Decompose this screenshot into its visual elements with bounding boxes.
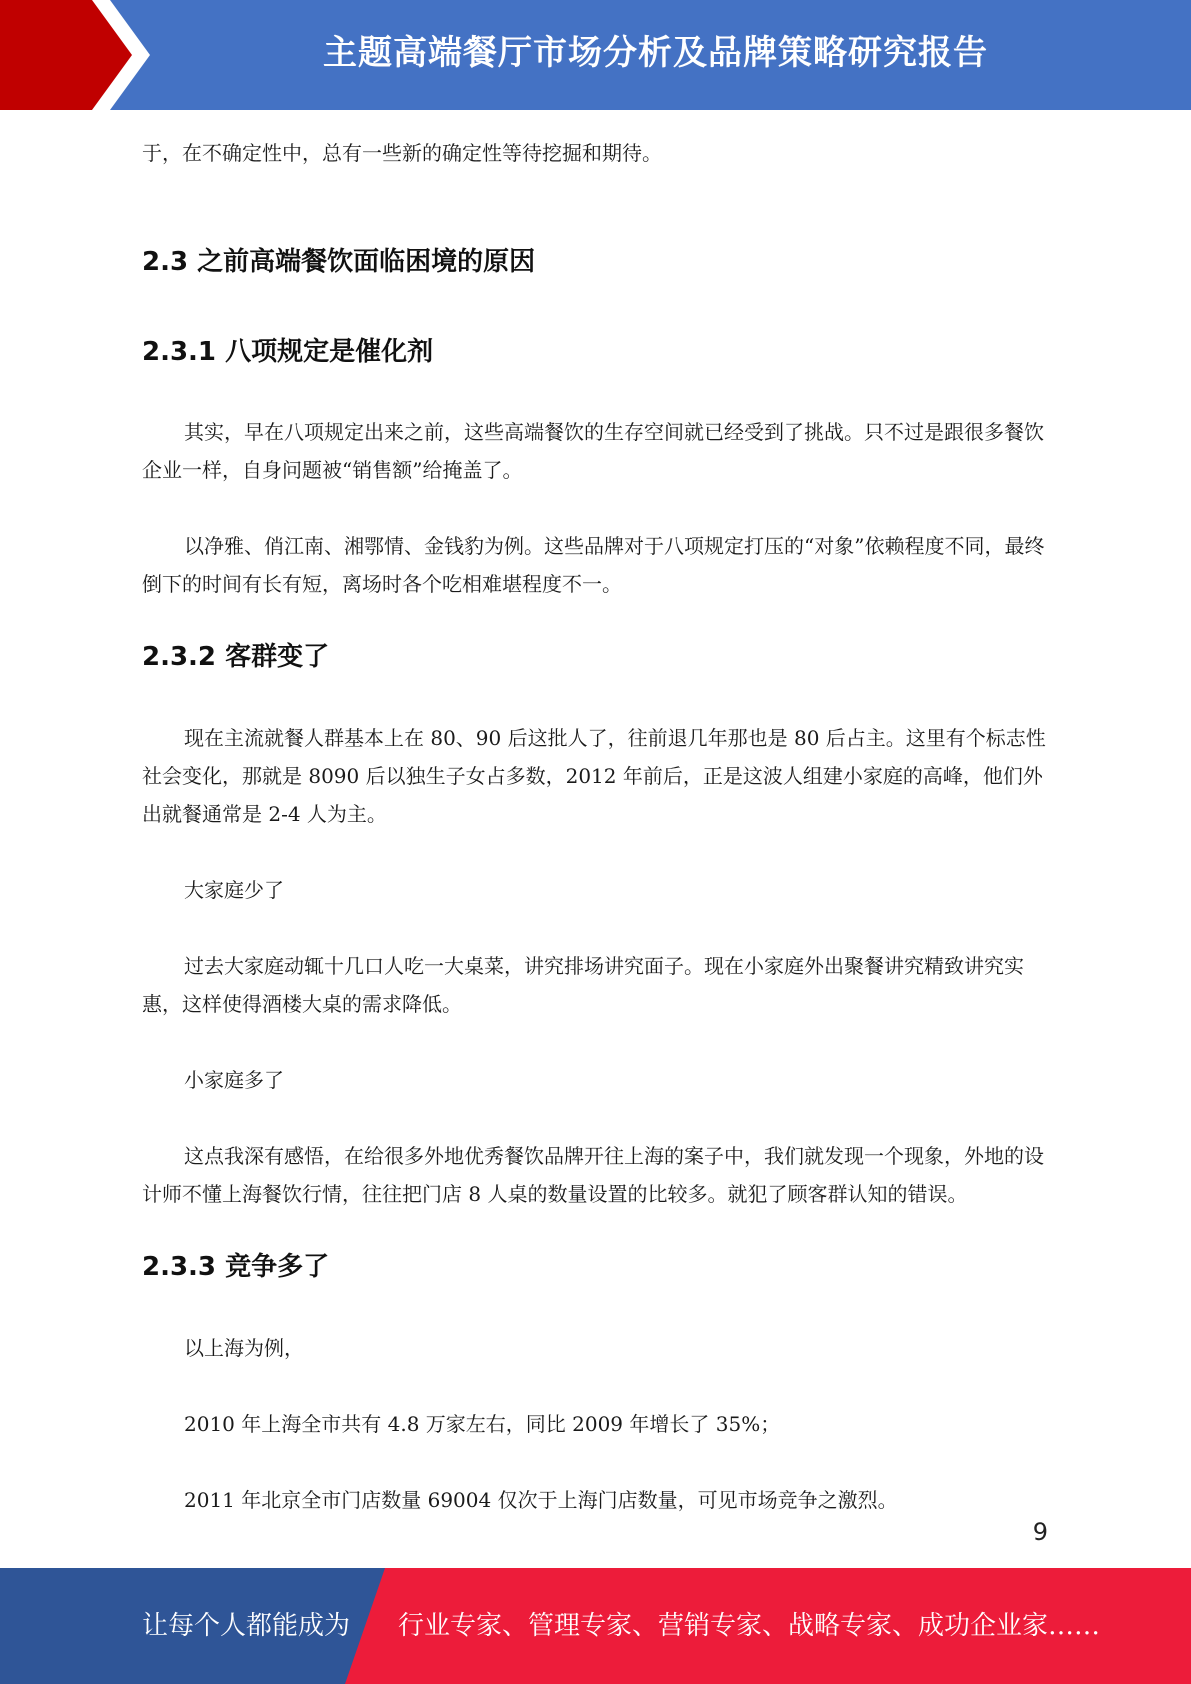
footer-slogan-right: 行业专家、管理专家、营销专家、战略专家、成功企业家…… — [398, 1611, 1101, 1641]
paragraph: 2011 年北京全市门店数量 69004 仅次于上海门店数量，可见市场竞争之激烈。 — [184, 1488, 898, 1512]
page-number: 9 — [1032, 1518, 1048, 1546]
paragraph: 这点我深有感悟，在给很多外地优秀餐饮品牌开往上海的案子中，我们就发现一个现象，外地的设计师不懂上海餐饮行情，往往把门店 8 人桌的数量设置的比较多。就犯了顾客群认知的错误。 — [142, 1144, 1044, 1206]
paragraph-subheading: 大家庭少了 — [184, 878, 284, 902]
footer-slogan-left: 让每个人都能成为 — [142, 1611, 351, 1641]
page-header — [0, 0, 1191, 110]
section-heading-2-3: 2.3 之前高端餐饮面临困境的原因 — [142, 247, 536, 277]
section-heading-2-3-2: 2.3.2 客群变了 — [142, 642, 330, 672]
paragraph: 以上海为例， — [184, 1336, 304, 1360]
paragraph: 过去大家庭动辄十几口人吃一大桌菜，讲究排场讲究面子。现在小家庭外出聚餐讲究精致讲究实惠，这样使得酒楼大桌的需求降低。 — [142, 954, 1024, 1016]
page-footer — [0, 1568, 1191, 1684]
paragraph: 2010 年上海全市共有 4.8 万家左右，同比 2009 年增长了 35%； — [184, 1412, 781, 1436]
paragraph: 其实，早在八项规定出来之前，这些高端餐饮的生存空间就已经受到了挑战。只不过是跟很多餐饮企业一样，自身问题被“销售额”给掩盖了。 — [142, 420, 1044, 482]
paragraph-subheading: 小家庭多了 — [184, 1068, 284, 1092]
header-arrow-decoration — [0, 0, 190, 110]
section-heading-2-3-3: 2.3.3 竞争多了 — [142, 1252, 330, 1282]
intro-fragment: 于，在不确定性中，总有一些新的确定性等待挖掘和期待。 — [142, 141, 662, 165]
paragraph: 以净雅、俏江南、湘鄂情、金钱豹为例。这些品牌对于八项规定打压的“对象”依赖程度不同，最终倒下的时间有长有短，离场时各个吃相难堪程度不一。 — [142, 534, 1045, 596]
paragraph: 现在主流就餐人群基本上在 80、90 后这批人了，往前退几年那也是 80 后占主。这里有个标志性社会变化，那就是 8090 后以独生子女占多数，2012 年前后，正是这波人组建小家庭的高峰，他们外出就餐通常是 2-4 人为主。 — [142, 726, 1046, 826]
section-heading-2-3-1: 2.3.1 八项规定是催化剂 — [142, 337, 434, 367]
document-title: 主题高端餐厅市场分析及品牌策略研究报告 — [323, 33, 988, 73]
